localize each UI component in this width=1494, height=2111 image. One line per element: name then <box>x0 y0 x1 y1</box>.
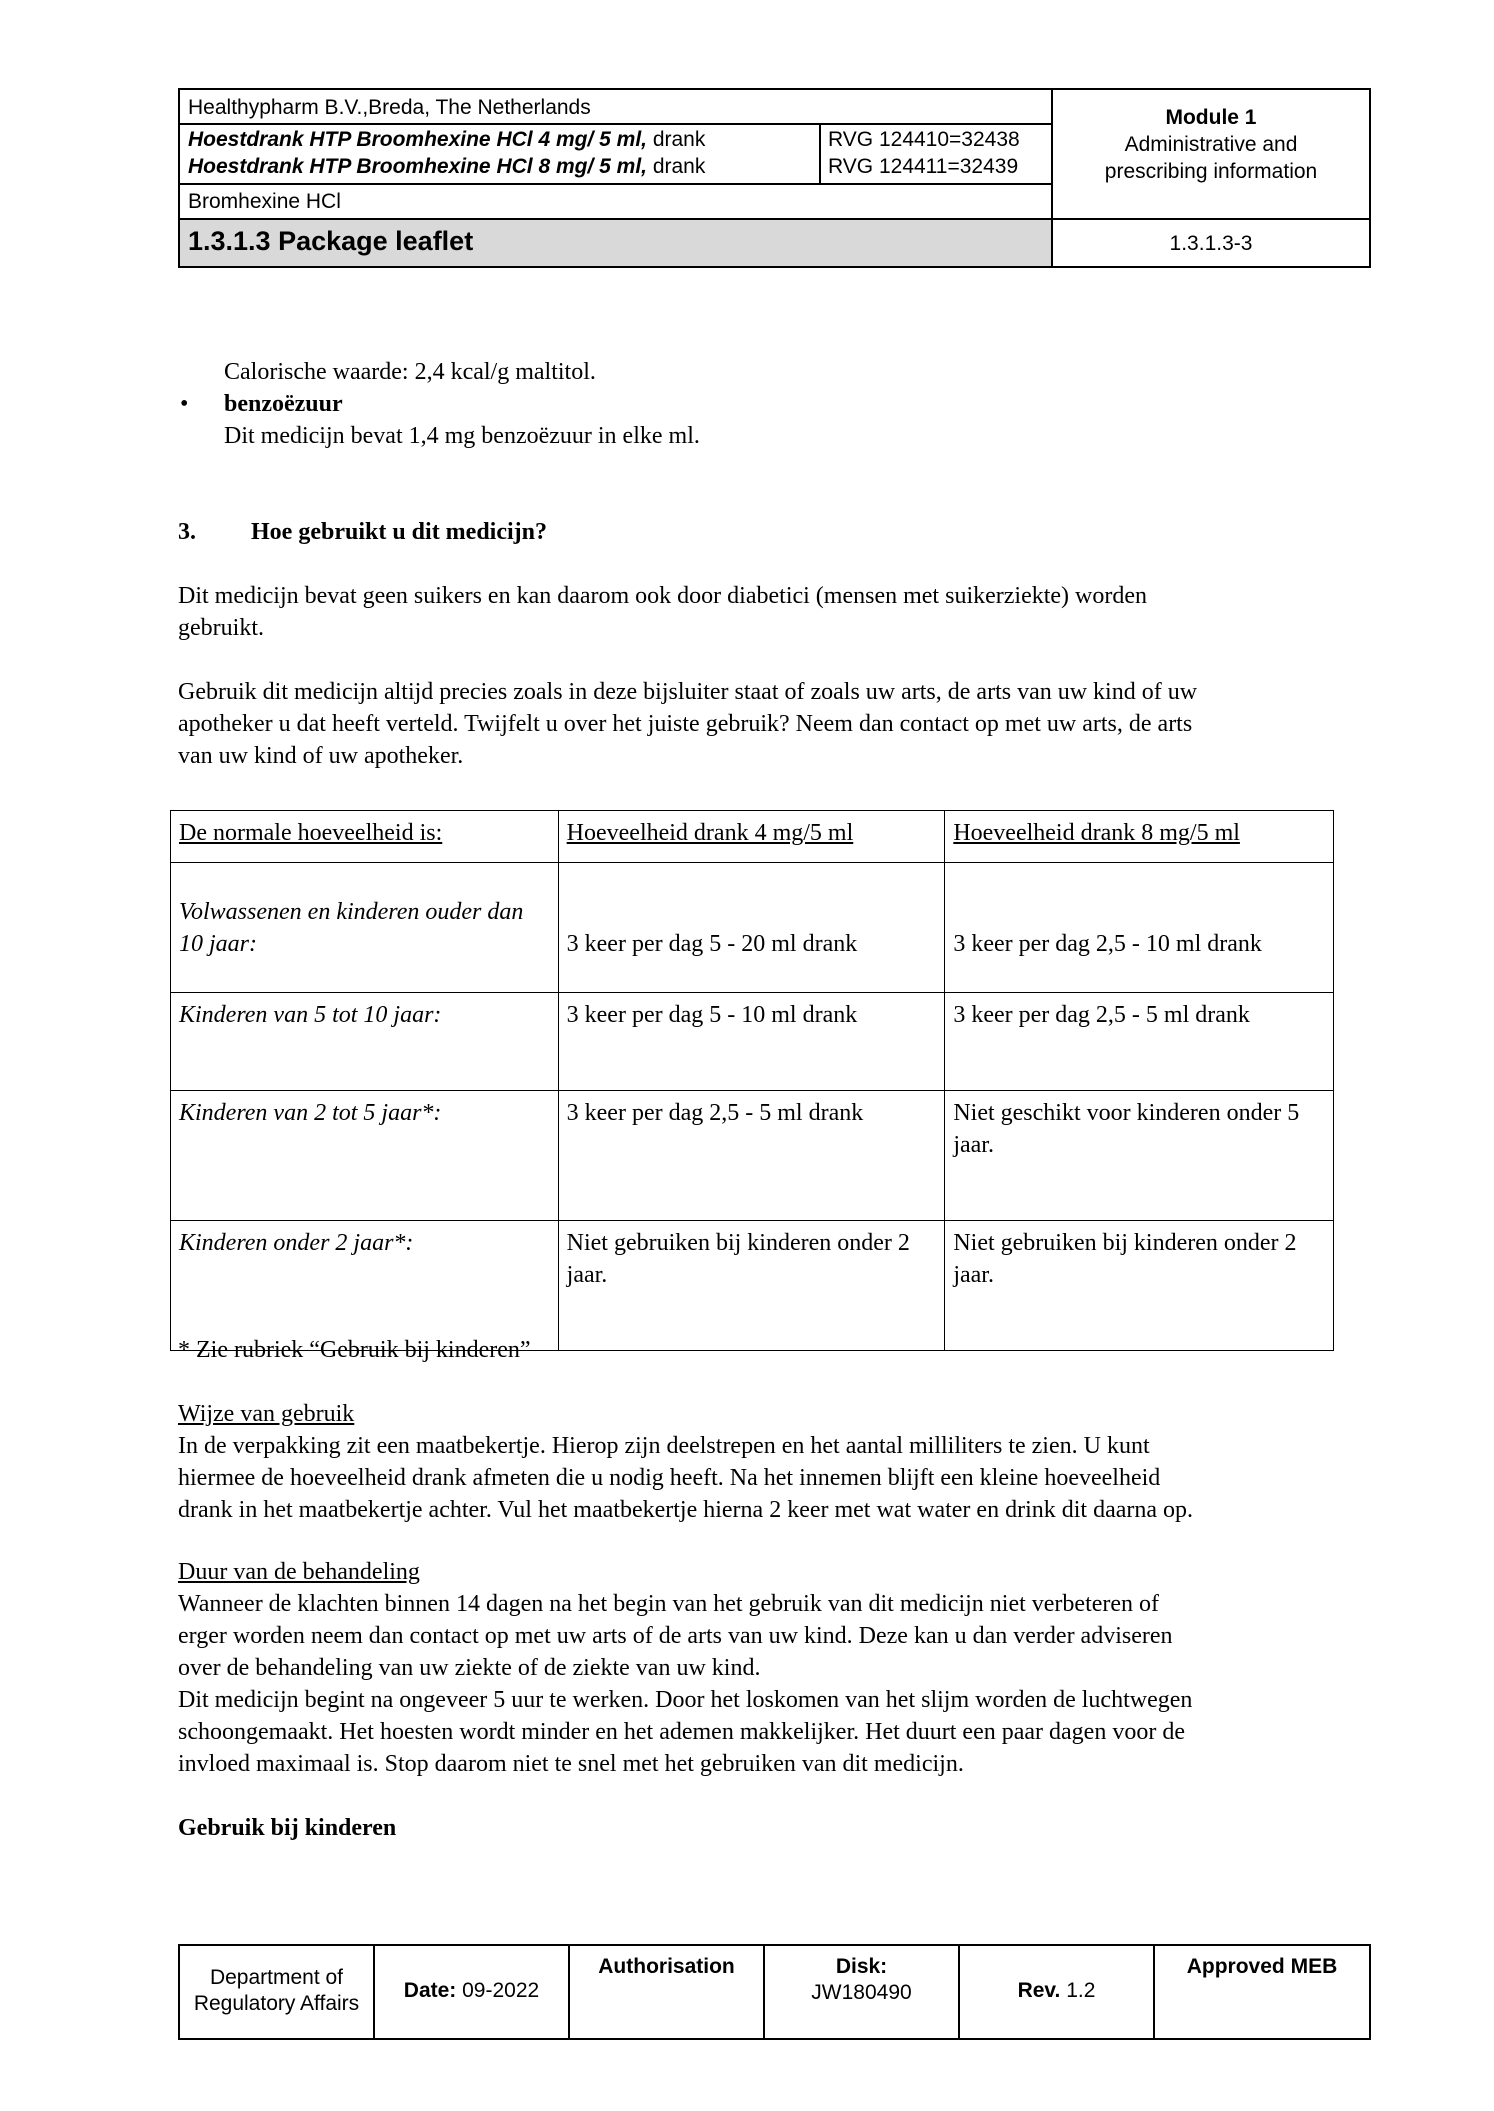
authorisation-cell: Authorisation <box>598 1955 735 1978</box>
approved-cell: Approved MEB <box>1186 1955 1338 1978</box>
company-name: Healthypharm B.V.,Breda, The Netherlands <box>188 96 591 119</box>
table-header-cell: Hoeveelheid drank 4 mg/5 ml <box>558 811 945 863</box>
header-divider <box>180 218 1369 220</box>
wijze-text <box>178 1430 1193 1526</box>
table-cell: Volwassenen en kinderen ouder dan 10 jaar: <box>171 863 559 993</box>
disk-cell <box>765 1946 958 2038</box>
benzo-heading: benzoëzuur <box>224 391 343 417</box>
paragraph-line: Gebruik dit medicijn altijd precies zoals in deze bijsluiter staat of zoals uw arts, de arts van uw kind of uw <box>178 679 1198 705</box>
paragraph-line: Dit medicijn begint na ongeveer 5 uur te werken. Door het loskomen van het slijm worden de luchtwegen <box>178 1687 1193 1713</box>
revision-value: 1.2 <box>1060 1979 1096 2002</box>
table-cell: 3 keer per dag 2,5 - 5 ml drank <box>945 993 1334 1091</box>
table-footnote: * Zie rubriek “Gebruik bij kinderen” <box>178 1337 531 1363</box>
disk-label: Disk: <box>835 1955 888 1978</box>
bullet: • <box>180 391 189 417</box>
product-2-form: drank <box>647 155 706 178</box>
date-label: Date: <box>403 1979 457 2002</box>
department-line: Regulatory Affairs <box>193 1992 360 2015</box>
disk-value: JW180490 <box>811 1981 912 2004</box>
table-row <box>171 1091 1334 1221</box>
section-title: 1.3.1.3 Package leaflet <box>188 226 474 256</box>
rvg-number-2: RVG 124411=32439 <box>828 155 1019 178</box>
paragraph-line: hiermee de hoeveelheid drank afmeten die u nodig heeft. Na het innemen blijft een kleine hoeveelheid <box>178 1465 1161 1491</box>
header-divider <box>180 183 1051 185</box>
product-1-name: Hoestdrank HTP Broomhexine HCl 4 mg/ 5 ml, <box>188 128 647 151</box>
paragraph-line: In de verpakking zit een maatbekertje. Hierop zijn deelstrepen en het aantal milliliters te zien. U kunt <box>178 1433 1150 1459</box>
module-subtitle-line-1: Administrative and <box>1124 133 1298 156</box>
department-cell <box>180 1946 373 2038</box>
table-row <box>171 863 1334 993</box>
dosage-table <box>170 810 1334 1351</box>
table-cell: 3 keer per dag 5 - 10 ml drank <box>558 993 945 1091</box>
document-header <box>178 88 1371 268</box>
table-header-cell: De normale hoeveelheid is: <box>171 811 559 863</box>
table-cell: Kinderen van 2 tot 5 jaar*: <box>171 1091 559 1221</box>
paragraph-line: van uw kind of uw apotheker. <box>178 743 464 769</box>
table-row <box>171 993 1334 1091</box>
header-divider <box>819 123 821 183</box>
duur-heading: Duur van de behandeling <box>178 1559 420 1585</box>
table-cell: Niet gebruiken bij kinderen onder 2 jaar. <box>945 1221 1334 1351</box>
date-cell <box>375 1946 568 2038</box>
revision-cell <box>960 1946 1153 2038</box>
product-line-1 <box>188 126 705 153</box>
document-footer <box>178 1944 1371 2040</box>
benzo-text: Dit medicijn bevat 1,4 mg benzoëzuur in elke ml. <box>224 423 700 449</box>
paragraph-line: erger worden neem dan contact op met uw arts of de arts van uw kind. Deze kan u dan verder adviseren <box>178 1623 1173 1649</box>
table-header-row <box>171 811 1334 863</box>
module-title: Module 1 <box>1165 106 1257 129</box>
substance-name: Bromhexine HCl <box>188 190 341 213</box>
table-cell: 3 keer per dag 2,5 - 5 ml drank <box>558 1091 945 1221</box>
table-header-cell: Hoeveelheid drank 8 mg/5 ml <box>945 811 1334 863</box>
paragraph-line: over de behandeling van uw ziekte of de ziekte van uw kind. <box>178 1655 761 1681</box>
module-subtitle-line-2: prescribing information <box>1104 160 1318 183</box>
table-cell: 3 keer per dag 2,5 - 10 ml drank <box>945 863 1334 993</box>
table-cell: Kinderen onder 2 jaar*: <box>171 1221 559 1351</box>
paragraph-line: invloed maximaal is. Stop daarom niet te snel met het gebruiken van dit medicijn. <box>178 1751 964 1777</box>
product-1-form: drank <box>647 128 706 151</box>
date-value: 09-2022 <box>456 1979 540 2002</box>
module-info <box>1053 104 1369 185</box>
revision-label: Rev. <box>1017 1979 1061 2002</box>
paragraph-2 <box>178 676 1197 772</box>
duur-text <box>178 1588 1192 1780</box>
header-divider <box>180 123 1051 125</box>
rvg-number-1: RVG 124410=32438 <box>828 128 1020 151</box>
product-2-name: Hoestdrank HTP Broomhexine HCl 8 mg/ 5 ml, <box>188 155 647 178</box>
paragraph-1 <box>178 580 1147 644</box>
department-line: Department of <box>209 1966 344 1989</box>
page-reference: 1.3.1.3-3 <box>1169 232 1253 255</box>
table-cell: Niet gebruiken bij kinderen onder 2 jaar. <box>558 1221 945 1351</box>
section-number: 3. <box>178 519 196 545</box>
table-row <box>171 1221 1334 1351</box>
table-cell: Kinderen van 5 tot 10 jaar: <box>171 993 559 1091</box>
kinderen-heading: Gebruik bij kinderen <box>178 1815 397 1841</box>
paragraph-line: Dit medicijn bevat geen suikers en kan daarom ook door diabetici (mensen met suikerziekte) worden <box>178 583 1148 609</box>
paragraph-line: gebruikt. <box>178 615 264 641</box>
paragraph-line: schoongemaakt. Het hoesten wordt minder en het ademen makkelijker. Het duurt een paar dagen voor de <box>178 1719 1185 1745</box>
paragraph-line: Wanneer de klachten binnen 14 dagen na het begin van het gebruik van dit medicijn niet verbeteren of <box>178 1591 1160 1617</box>
calorie-line: Calorische waarde: 2,4 kcal/g maltitol. <box>224 359 596 385</box>
section-heading: Hoe gebruikt u dit medicijn? <box>251 519 548 545</box>
table-cell: Niet geschikt voor kinderen onder 5 jaar. <box>945 1091 1334 1221</box>
paragraph-line: drank in het maatbekertje achter. Vul het maatbekertje hierna 2 keer met wat water en drink dit daarna op. <box>178 1497 1194 1523</box>
table-cell: 3 keer per dag 5 - 20 ml drank <box>558 863 945 993</box>
wijze-heading: Wijze van gebruik <box>178 1401 355 1427</box>
product-line-2 <box>188 153 705 180</box>
paragraph-line: apotheker u dat heeft verteld. Twijfelt u over het juiste gebruik? Neem dan contact op met uw arts, de arts <box>178 711 1193 737</box>
